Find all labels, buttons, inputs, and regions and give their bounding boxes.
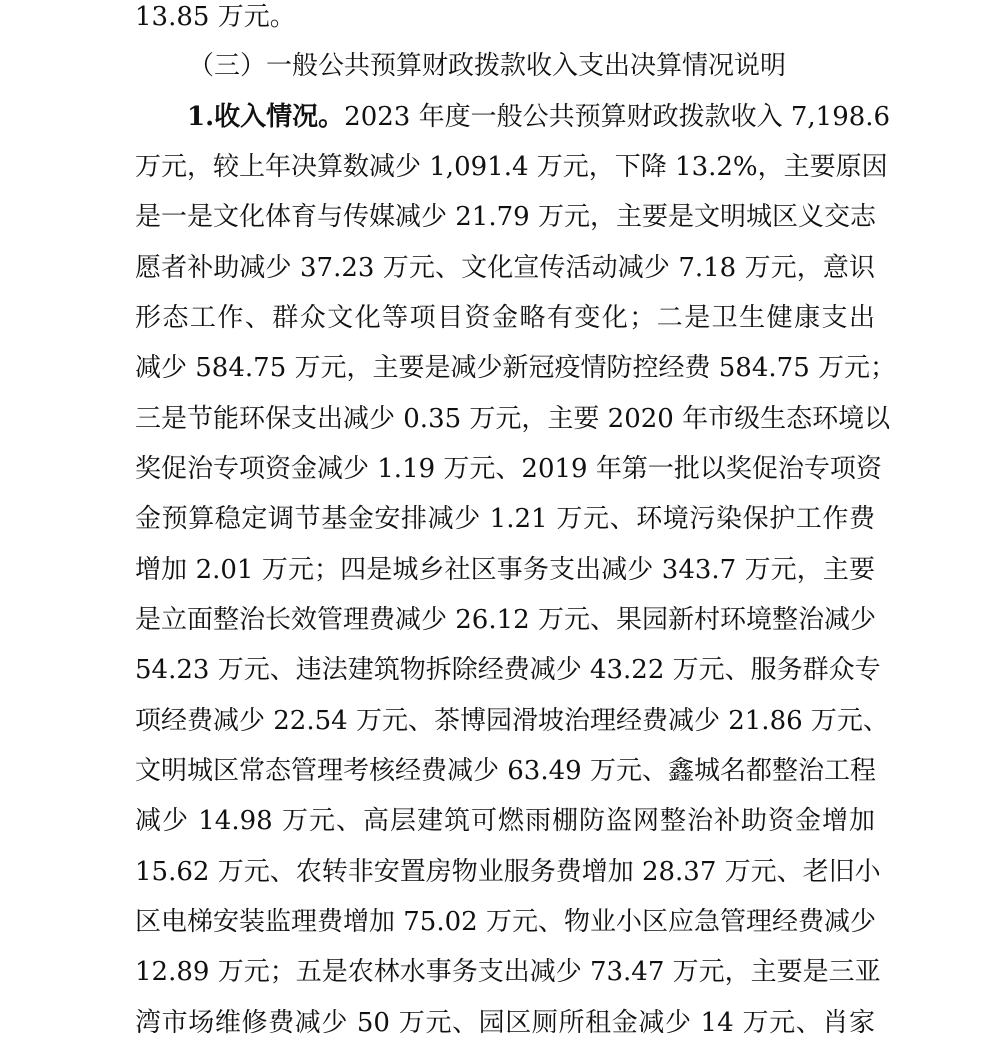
paragraph-line: 形态工作、群众文化等项目资金略有变化；二是卫生健康支出 <box>135 303 875 333</box>
paragraph-line: 文明城区常态管理考核经费减少 63.49 万元、鑫城名都整治工程 <box>135 756 876 786</box>
paragraph-line: 增加 2.01 万元；四是城乡社区事务支出减少 343.7 万元，主要 <box>135 555 875 585</box>
paragraph-line: 愿者补助减少 37.23 万元、文化宣传活动减少 7.18 万元，意识 <box>135 253 875 283</box>
paragraph-line: 15.62 万元、农转非安置房物业服务费增加 28.37 万元、老旧小 <box>135 857 881 887</box>
paragraph-line: 54.23 万元、违法建筑物拆除经费减少 43.22 万元、服务群众专 <box>135 655 881 685</box>
paragraph-line: 是立面整治长效管理费减少 26.12 万元、果园新村环境整治减少 <box>135 605 876 635</box>
paragraph-line: 是一是文化体育与传媒减少 21.79 万元，主要是文明城区义交志 <box>135 202 876 232</box>
paragraph-line: 项经费减少 22.54 万元、茶博园滑坡治理经费减少 21.86 万元、 <box>135 706 889 736</box>
paragraph-line: 减少 584.75 万元，主要是减少新冠疫情防控经费 584.75 万元； <box>135 353 897 383</box>
paragraph-line: 万元，较上年决算数减少 1,091.4 万元，下降 13.2%，主要原因 <box>135 152 888 182</box>
paragraph-first-line <box>135 100 891 134</box>
paragraph-line: 奖促治专项资金减少 1.19 万元、2019 年第一批以奖促治专项资 <box>135 454 882 484</box>
paragraph-first-line-text: 2023 年度一般公共预算财政拨款收入 7,198.6 <box>344 102 891 132</box>
paragraph-line: 金预算稳定调节基金安排减少 1.21 万元、环境污染保护工作费 <box>135 504 875 534</box>
paragraph-line: 湾市场维修费减少 50 万元、园区厕所租金减少 14 万元、肖家 <box>135 1008 875 1038</box>
section-heading: （三）一般公共预算财政拨款收入支出决算情况说明 <box>188 51 787 81</box>
paragraph-lead-label: 1.收入情况。 <box>187 102 345 132</box>
continued-text-line: 13.85 万元。 <box>135 2 296 32</box>
paragraph-line: 减少 14.98 万元、高层建筑可燃雨棚防盗网整治补助资金增加 <box>135 806 875 836</box>
paragraph-line: 12.89 万元；五是农林水事务支出减少 73.47 万元，主要是三亚 <box>135 957 881 987</box>
paragraph-line: 区电梯安装监理费增加 75.02 万元、物业小区应急管理经费减少 <box>135 907 876 937</box>
paragraph-line: 三是节能环保支出减少 0.35 万元，主要 2020 年市级生态环境以 <box>135 404 891 434</box>
